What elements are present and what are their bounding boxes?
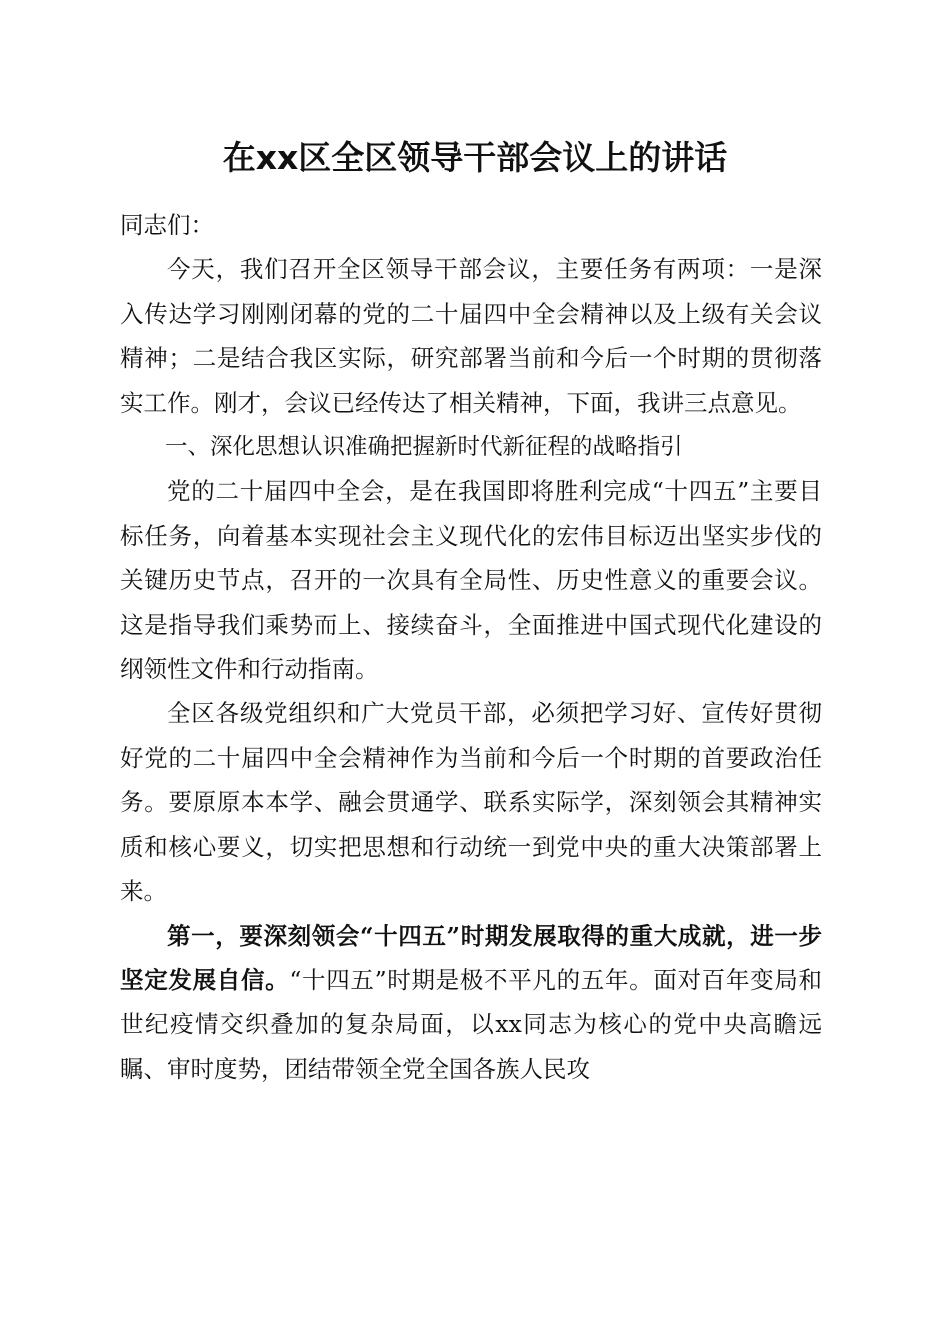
paragraph-first-point <box>120 914 822 1092</box>
salutation: 同志们： <box>120 211 214 239</box>
paragraph-study-task: 全区各级党组织和广大党员干部，必须把学习好、宣传好贯彻好党的二十届四中全会精神作为当前和今后一个时期的首要政治任务。要原原本本学、融会贯通学、联系实际学，深刻领会其精神实质和核心要义，切实把思想和行动统一到党中央的重大决策部署上来。 <box>120 699 822 906</box>
first-point-lead: 第一，要深刻领会“十四五”时期发展取得的重大成就，进一步坚定发展自信。 <box>120 921 822 994</box>
paragraph-opening: 今天，我们召开全区领导干部会议，主要任务有两项：一是深入传达学习刚刚闭幕的党的二十届四中全会精神以及上级有关会议精神；二是结合我区实际，研究部署当前和今后一个时期的贯彻落实工作。刚才，会议已经传达了相关精神，下面，我讲三点意见。 <box>120 255 822 417</box>
section-heading-1: 一、深化思想认识准确把握新时代新征程的战略指引 <box>165 434 683 461</box>
document-body <box>120 203 822 1091</box>
document-title: 在xx区全区领导干部会议上的讲话 <box>222 138 728 177</box>
paragraph-plenum-significance: 党的二十届四中全会，是在我国即将胜利完成“十四五”主要目标任务，向着基本实现社会主义现代化的宏伟目标迈出坚实步伐的关键历史节点，召开的一次具有全局性、历史性意义的重要会议。这是指导我们乘势而上、接续奋斗，全面推进中国式现代化建设的纲领性文件和行动指南。 <box>120 477 822 684</box>
first-point-text: “十四五”时期是极不平凡的五年。面对百年变局和世纪疫情交织叠加的复杂局面，以xx同志为核心的党中央高瞻远瞩、审时度势，团结带领全党全国各族人民攻 <box>120 965 823 1083</box>
